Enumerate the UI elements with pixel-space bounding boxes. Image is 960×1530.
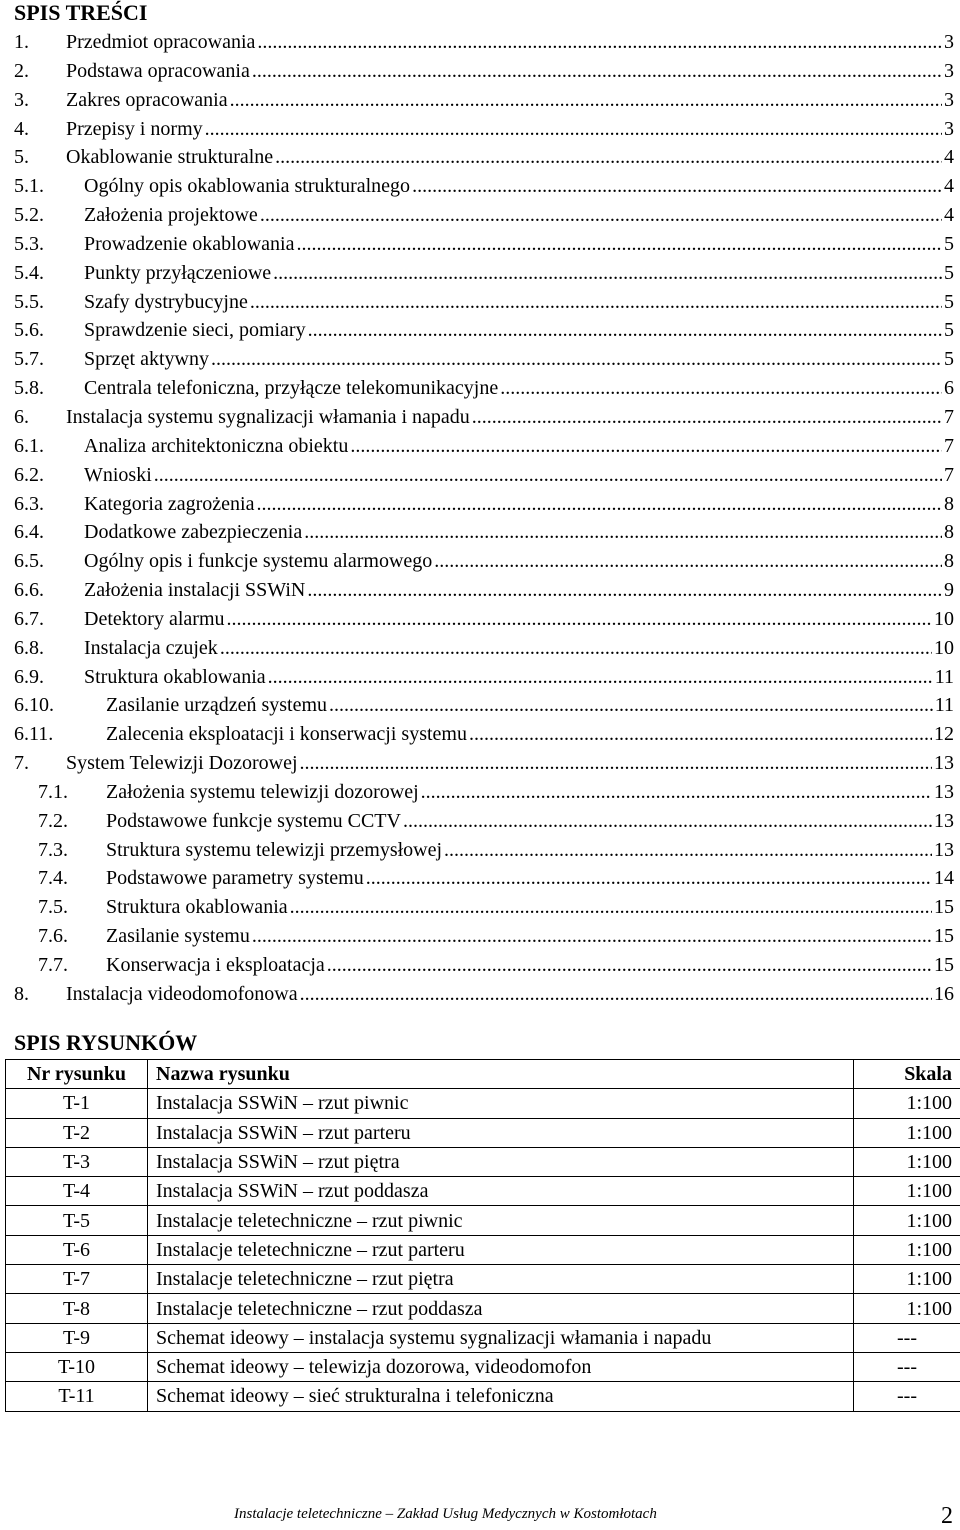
toc-dot-leader	[296, 230, 942, 259]
toc-entry-page: 13	[934, 809, 954, 832]
toc-entry[interactable]	[0, 86, 960, 115]
toc-entry-number: 2.	[14, 59, 29, 82]
toc-entry[interactable]	[0, 143, 960, 172]
toc-entry-number: 7.5.	[38, 896, 68, 919]
toc-entry[interactable]	[0, 316, 960, 345]
toc-entry-number: 7.6.	[38, 925, 68, 948]
toc-entry-page: 10	[934, 636, 954, 659]
toc-entry-number: 5.4.	[14, 261, 44, 284]
toc-entry[interactable]	[0, 172, 960, 201]
toc-entry[interactable]	[0, 57, 960, 86]
drawing-scale: 1:100	[854, 1235, 960, 1264]
toc-entry[interactable]	[0, 547, 960, 576]
toc-dot-leader	[500, 374, 942, 403]
toc-dot-leader	[290, 893, 932, 922]
toc-entry[interactable]	[0, 922, 960, 951]
table-row	[6, 1147, 960, 1176]
toc-entry-page: 8	[944, 521, 954, 544]
drawings-heading: SPIS RYSUNKÓW	[14, 1030, 198, 1055]
toc-entry-page: 13	[934, 752, 954, 775]
drawing-name: Instalacja SSWiN – rzut parteru	[148, 1118, 854, 1147]
toc-entry-page: 3	[944, 59, 954, 82]
toc-entry-number: 1.	[14, 31, 29, 53]
toc-entry[interactable]	[0, 749, 960, 778]
toc-entry-page: 10	[934, 607, 954, 630]
toc-dot-leader	[252, 922, 932, 951]
toc-entry[interactable]	[0, 432, 960, 461]
toc-entry-number: 7.3.	[38, 838, 68, 861]
toc-entry-number: 5.7.	[14, 348, 44, 371]
toc-entry-page: 11	[934, 694, 954, 717]
toc-entry-number: 6.6.	[14, 579, 44, 602]
toc-entry-number: 4.	[14, 117, 29, 140]
drawing-scale: 1:100	[854, 1206, 960, 1235]
toc-entry-title: Wnioski	[84, 461, 154, 490]
toc-entry-page: 11	[934, 665, 954, 688]
toc-entry-number: 6.1.	[14, 434, 44, 457]
toc-entry-page: 16	[934, 982, 954, 1005]
toc-entry-title: System Telewizji Dozorowej	[66, 749, 300, 778]
toc-dot-leader	[421, 778, 932, 807]
table-row	[6, 1118, 960, 1147]
toc-dot-leader	[252, 57, 942, 86]
toc-dot-leader	[300, 749, 932, 778]
page-number: 2	[941, 1503, 953, 1529]
toc-entry-title: Założenia systemu telewizji dozorowej	[106, 778, 421, 807]
toc-dot-leader	[412, 172, 942, 201]
toc-entry-number: 6.	[14, 405, 29, 428]
drawing-scale: ---	[854, 1323, 960, 1352]
toc-entry-number: 6.4.	[14, 521, 44, 544]
toc-dot-leader	[250, 288, 942, 317]
toc-entry-page: 7	[944, 405, 954, 428]
drawing-scale: 1:100	[854, 1089, 960, 1118]
header-drawing-number: Nr rysunku	[6, 1060, 148, 1089]
drawing-name: Instalacja SSWiN – rzut piętra	[148, 1147, 854, 1176]
toc-entry-number: 6.2.	[14, 463, 44, 486]
drawing-number: T-8	[6, 1294, 148, 1323]
toc-dot-leader	[472, 403, 942, 432]
toc-entry-title: Prowadzenie okablowania	[84, 230, 296, 259]
drawing-number: T-7	[6, 1265, 148, 1294]
toc-entry[interactable]	[0, 778, 960, 807]
toc-dot-leader	[300, 980, 932, 1009]
drawings-table-header-row	[6, 1060, 960, 1089]
toc-entry-number: 5.2.	[14, 204, 44, 227]
toc-entry[interactable]	[0, 518, 960, 547]
toc-entry-number: 5.	[14, 146, 29, 169]
table-row	[6, 1089, 960, 1118]
toc-entry[interactable]	[0, 374, 960, 403]
toc-dot-leader	[304, 518, 942, 547]
toc-entry[interactable]	[0, 403, 960, 432]
toc-entry[interactable]	[0, 288, 960, 317]
toc-entry-number: 6.3.	[14, 492, 44, 515]
table-row	[6, 1206, 960, 1235]
toc-entry-page: 8	[944, 550, 954, 573]
toc-entry-page: 8	[944, 492, 954, 515]
drawings-table	[5, 1059, 960, 1412]
toc-entry-title: Ogólny opis okablowania strukturalnego	[84, 172, 412, 201]
toc-dot-leader	[308, 316, 942, 345]
toc-dot-leader	[403, 807, 932, 836]
toc-entry-title: Centrala telefoniczna, przyłącze telekomunikacyjne	[84, 374, 500, 403]
toc-entry-number: 7.4.	[38, 867, 68, 890]
toc-entry-title: Struktura okablowania	[106, 893, 290, 922]
toc-entry-title: Zasilanie urządzeń systemu	[106, 691, 329, 720]
toc-entry-number: 6.10.	[14, 694, 54, 717]
drawing-name: Instalacja SSWiN – rzut poddasza	[148, 1177, 854, 1206]
table-of-contents	[0, 28, 960, 1009]
toc-entry[interactable]	[0, 980, 960, 1009]
toc-entry[interactable]	[0, 634, 960, 663]
toc-entry-page: 5	[944, 261, 954, 284]
toc-entry-title: Struktura systemu telewizji przemysłowej	[106, 836, 444, 865]
toc-entry-number: 6.5.	[14, 550, 44, 573]
drawing-name: Instalacje teletechniczne – rzut piętra	[148, 1265, 854, 1294]
toc-entry-page: 9	[944, 579, 954, 602]
toc-entry[interactable]	[0, 864, 960, 893]
toc-entry-page: 5	[944, 348, 954, 371]
toc-entry-title: Zalecenia eksploatacji i konserwacji systemu	[106, 720, 469, 749]
toc-entry-number: 6.11.	[14, 723, 54, 746]
toc-dot-leader	[275, 143, 942, 172]
drawing-number: T-1	[6, 1089, 148, 1118]
drawing-scale: 1:100	[854, 1177, 960, 1206]
drawing-name: Instalacje teletechniczne – rzut piwnic	[148, 1206, 854, 1235]
toc-entry-page: 3	[944, 88, 954, 111]
toc-dot-leader	[230, 86, 942, 115]
toc-entry-number: 7.1.	[38, 780, 68, 803]
table-row	[6, 1382, 960, 1411]
toc-entry-title: Detektory alarmu	[84, 605, 227, 634]
toc-dot-leader	[211, 345, 942, 374]
toc-dot-leader	[366, 864, 932, 893]
drawing-name: Instalacje teletechniczne – rzut poddasza	[148, 1294, 854, 1323]
table-row	[6, 1265, 960, 1294]
toc-entry-page: 4	[944, 146, 954, 169]
toc-entry-title: Ogólny opis i funkcje systemu alarmowego	[84, 547, 434, 576]
toc-entry-number: 5.5.	[14, 290, 44, 313]
toc-entry[interactable]	[0, 259, 960, 288]
drawing-number: T-11	[6, 1382, 148, 1411]
toc-entry-title: Sprawdzenie sieci, pomiary	[84, 316, 308, 345]
toc-entry-number: 5.6.	[14, 319, 44, 342]
toc-dot-leader	[434, 547, 942, 576]
toc-entry-title: Konserwacja i eksploatacja	[106, 951, 327, 980]
toc-entry-page: 5	[944, 319, 954, 342]
drawing-scale: 1:100	[854, 1265, 960, 1294]
toc-entry-title: Przepisy i normy	[66, 115, 205, 144]
toc-entry[interactable]	[0, 807, 960, 836]
toc-entry-title: Zasilanie systemu	[106, 922, 252, 951]
drawing-name: Instalacje teletechniczne – rzut parteru	[148, 1235, 854, 1264]
footer-text: Instalacje teletechniczne – Zakład Usług Medycznych w Kostomłotach	[234, 1506, 657, 1522]
toc-entry-page: 12	[934, 723, 954, 746]
toc-dot-leader	[444, 836, 932, 865]
toc-entry-title: Dodatkowe zabezpieczenia	[84, 518, 304, 547]
toc-entry[interactable]	[0, 663, 960, 692]
toc-entry-title: Punkty przyłączeniowe	[84, 259, 273, 288]
toc-entry-page: 7	[944, 434, 954, 457]
toc-dot-leader	[220, 634, 932, 663]
toc-entry-page: 3	[944, 31, 954, 53]
drawing-scale: 1:100	[854, 1294, 960, 1323]
toc-entry-title: Analiza architektoniczna obiektu	[84, 432, 350, 461]
drawing-name: Instalacja SSWiN – rzut piwnic	[148, 1089, 854, 1118]
toc-entry[interactable]	[0, 720, 960, 749]
toc-entry[interactable]	[0, 230, 960, 259]
toc-entry-title: Sprzęt aktywny	[84, 345, 211, 374]
toc-entry-page: 6	[944, 377, 954, 400]
toc-dot-leader	[350, 432, 942, 461]
toc-entry[interactable]	[0, 893, 960, 922]
toc-entry-title: Zakres opracowania	[66, 86, 230, 115]
drawing-scale: ---	[854, 1352, 960, 1381]
toc-entry-number: 8.	[14, 982, 29, 1005]
table-row	[6, 1177, 960, 1206]
drawing-scale: ---	[854, 1382, 960, 1411]
toc-entry[interactable]	[0, 490, 960, 519]
toc-entry-page: 15	[934, 925, 954, 948]
toc-dot-leader	[268, 663, 933, 692]
toc-entry-title: Struktura okablowania	[84, 663, 268, 692]
toc-entry-page: 14	[934, 867, 954, 890]
drawing-name: Schemat ideowy – instalacja systemu sygnalizacji włamania i napadu	[148, 1323, 854, 1352]
toc-entry[interactable]	[0, 836, 960, 865]
toc-dot-leader	[205, 115, 942, 144]
toc-entry-page: 3	[944, 117, 954, 140]
drawing-scale: 1:100	[854, 1147, 960, 1176]
toc-entry-title: Podstawowe parametry systemu	[106, 864, 366, 893]
toc-dot-leader	[327, 951, 932, 980]
toc-entry-page: 5	[944, 290, 954, 313]
toc-dot-leader	[307, 576, 942, 605]
toc-entry-number: 5.3.	[14, 232, 44, 255]
toc-dot-leader	[469, 720, 932, 749]
toc-entry-number: 5.1.	[14, 175, 44, 198]
toc-dot-leader	[154, 461, 942, 490]
table-row	[6, 1294, 960, 1323]
toc-dot-leader	[256, 490, 942, 519]
toc-dot-leader	[260, 201, 942, 230]
header-drawing-name: Nazwa rysunku	[148, 1060, 854, 1089]
toc-entry[interactable]	[0, 951, 960, 980]
toc-entry[interactable]	[0, 345, 960, 374]
drawing-name: Schemat ideowy – telewizja dozorowa, videodomofon	[148, 1352, 854, 1381]
toc-entry-number: 6.9.	[14, 665, 44, 688]
toc-entry-title: Założenia projektowe	[84, 201, 260, 230]
table-row	[6, 1352, 960, 1381]
toc-entry-title: Podstawowe funkcje systemu CCTV	[106, 807, 403, 836]
drawing-number: T-10	[6, 1352, 148, 1381]
toc-entry-page: 13	[934, 838, 954, 861]
toc-entry-title: Okablowanie strukturalne	[66, 143, 275, 172]
toc-entry-page: 15	[934, 954, 954, 976]
toc-entry-title: Przedmiot opracowania	[66, 28, 257, 57]
toc-entry-number: 3.	[14, 88, 29, 111]
toc-entry-number: 7.	[14, 752, 29, 775]
toc-entry-title: Kategoria zagrożenia	[84, 490, 256, 519]
drawing-scale: 1:100	[854, 1118, 960, 1147]
toc-entry-title: Podstawa opracowania	[66, 57, 252, 86]
toc-entry-number: 5.8.	[14, 377, 44, 400]
toc-entry-number: 7.7.	[38, 954, 68, 976]
drawing-number: T-9	[6, 1323, 148, 1352]
toc-entry-page: 4	[944, 204, 954, 227]
toc-heading: SPIS TREŚCI	[14, 0, 148, 25]
toc-entry-number: 7.2.	[38, 809, 68, 832]
drawing-number: T-5	[6, 1206, 148, 1235]
toc-dot-leader	[227, 605, 933, 634]
toc-entry[interactable]	[0, 115, 960, 144]
drawing-number: T-3	[6, 1147, 148, 1176]
header-scale: Skala	[854, 1060, 960, 1089]
toc-entry-page: 7	[944, 463, 954, 486]
drawing-number: T-2	[6, 1118, 148, 1147]
toc-entry-page: 5	[944, 232, 954, 255]
toc-entry[interactable]	[0, 28, 960, 57]
toc-entry-page: 13	[934, 780, 954, 803]
toc-entry[interactable]	[0, 201, 960, 230]
toc-entry[interactable]	[0, 691, 960, 720]
toc-entry-title: Szafy dystrybucyjne	[84, 288, 250, 317]
toc-entry-number: 6.7.	[14, 607, 44, 630]
toc-dot-leader	[257, 28, 942, 57]
toc-entry[interactable]	[0, 605, 960, 634]
toc-entry-page: 4	[944, 175, 954, 198]
table-row	[6, 1235, 960, 1264]
toc-entry-title: Instalacja czujek	[84, 634, 220, 663]
toc-entry-title: Instalacja systemu sygnalizacji włamania i napadu	[66, 403, 472, 432]
toc-entry-number: 6.8.	[14, 636, 44, 659]
toc-dot-leader	[273, 259, 942, 288]
drawing-number: T-4	[6, 1177, 148, 1206]
toc-entry-page: 15	[934, 896, 954, 919]
drawing-name: Schemat ideowy – sieć strukturalna i telefoniczna	[148, 1382, 854, 1411]
toc-entry-title: Instalacja videodomofonowa	[66, 980, 300, 1009]
toc-entry-title: Założenia instalacji SSWiN	[84, 576, 307, 605]
toc-entry[interactable]	[0, 461, 960, 490]
table-row	[6, 1323, 960, 1352]
drawing-number: T-6	[6, 1235, 148, 1264]
toc-dot-leader	[329, 691, 933, 720]
toc-entry[interactable]	[0, 576, 960, 605]
